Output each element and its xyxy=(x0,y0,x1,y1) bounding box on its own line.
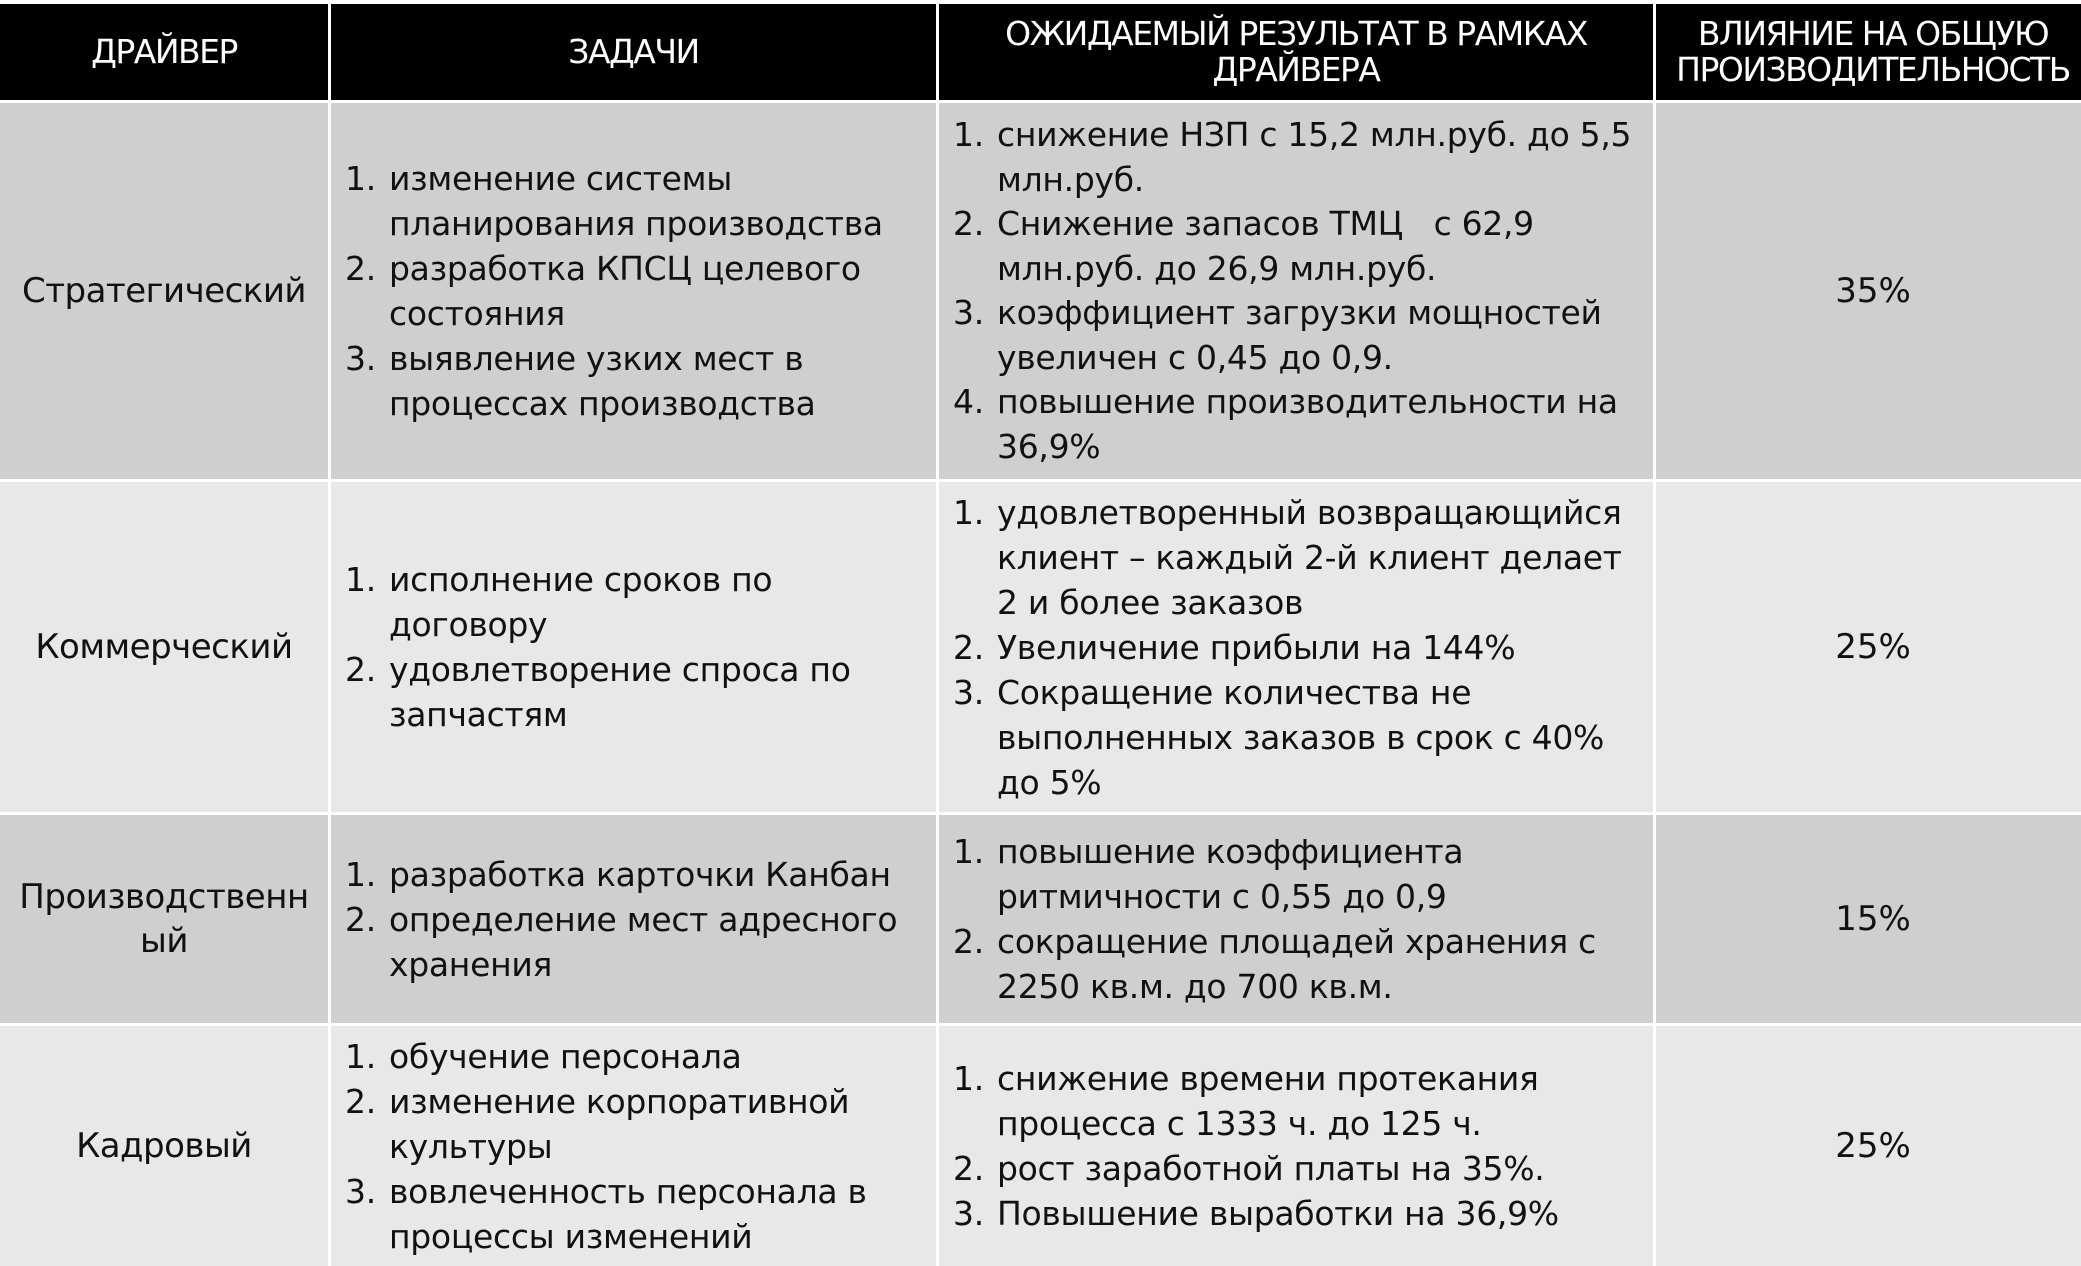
results-list xyxy=(953,829,1643,1009)
header-driver xyxy=(0,4,328,100)
list-item: 3. вовлеченность персонала в процессы изменений xyxy=(345,1171,867,1256)
row-driver-production xyxy=(0,815,328,1023)
list-item: 1. снижение НЗП с 15,2 млн.руб. до 5,5 млн.руб. xyxy=(953,115,1632,199)
header-tasks xyxy=(331,4,936,100)
driver-label: Кадровый xyxy=(76,1126,252,1166)
list-item: 1. удовлетворенный возвращающийся клиент – каждый 2-й клиент делает 2 и более заказов xyxy=(953,492,1622,622)
list-item: 1. разработка карточки Канбан xyxy=(345,854,891,894)
impact-value: 25% xyxy=(1835,627,1911,667)
header-impact-label: ВЛИЯНИЕ НА ОБЩУЮ ПРОИЗВОДИТЕЛЬНОСТЬ xyxy=(1676,14,2070,89)
row-results-strategic xyxy=(939,103,1653,479)
header-result xyxy=(939,4,1653,100)
row-driver-strategic xyxy=(0,103,328,479)
list-item: 3. коэффициент загрузки мощностей увеличен с 0,45 до 0,9. xyxy=(953,293,1602,377)
list-item: 1. изменение системы планирования производства xyxy=(345,159,883,243)
drivers-table xyxy=(0,4,2081,1266)
row-impact-production xyxy=(1656,815,2081,1023)
list-item: 2. разработка КПСЦ целевого состояния xyxy=(345,249,861,333)
driver-label: Коммерческий xyxy=(35,627,293,667)
tasks-list xyxy=(345,156,926,426)
header-result-label: ОЖИДАЕМЫЙ РЕЗУЛЬТАТ В РАМКАХ ДРАЙВЕРА xyxy=(1005,14,1587,89)
list-item: 1. повышение коэффициента ритмичности с 0,55 до 0,9 xyxy=(953,832,1464,916)
list-item: 2. определение мест адресного хранения xyxy=(345,899,898,984)
list-item: 3. Повышение выработки на 36,9% xyxy=(953,1194,1559,1233)
row-tasks-commercial xyxy=(331,482,936,812)
list-item: 2. Увеличение прибыли на 144% xyxy=(953,627,1516,667)
row-impact-commercial xyxy=(1656,482,2081,812)
row-tasks-production xyxy=(331,815,936,1023)
header-driver-label: ДРАЙВЕР xyxy=(91,32,237,71)
results-list xyxy=(953,1056,1643,1236)
impact-value: 35% xyxy=(1835,271,1911,311)
row-impact-strategic xyxy=(1656,103,2081,479)
header-impact xyxy=(1656,4,2081,100)
driver-label: Производственный xyxy=(19,877,309,961)
list-item: 1. обучение персонала xyxy=(345,1036,742,1076)
row-driver-hr xyxy=(0,1026,328,1266)
row-tasks-strategic xyxy=(331,103,936,479)
tasks-list xyxy=(345,1034,926,1259)
row-tasks-hr xyxy=(331,1026,936,1266)
list-item: 2. сокращение площадей хранения с 2250 кв.м. до 700 кв.м. xyxy=(953,922,1596,1006)
list-item: 4. повышение производительности на 36,9% xyxy=(953,382,1618,466)
driver-label: Стратегический xyxy=(21,271,307,311)
list-item: 3. Сокращение количества не выполненных заказов в срок с 40% до 5% xyxy=(953,672,1605,802)
tasks-list xyxy=(345,852,926,987)
row-results-production xyxy=(939,815,1653,1023)
header-tasks-label: ЗАДАЧИ xyxy=(568,32,699,71)
list-item: 1. исполнение сроков по договору xyxy=(345,560,773,644)
impact-value: 15% xyxy=(1835,899,1911,939)
results-list xyxy=(953,113,1643,469)
list-item: 2. Снижение запасов ТМЦ с 62,9 млн.руб. до 26,9 млн.руб. xyxy=(953,204,1545,288)
list-item: 1. снижение времени протекания процесса с 1333 ч. до 125 ч. xyxy=(953,1059,1539,1143)
list-item: 3. выявление узких мест в процессах производства xyxy=(345,339,816,423)
row-impact-hr xyxy=(1656,1026,2081,1266)
list-item: 2. рост заработной платы на 35%. xyxy=(953,1149,1545,1188)
impact-value: 25% xyxy=(1835,1126,1911,1166)
row-results-hr xyxy=(939,1026,1653,1266)
tasks-list xyxy=(345,557,926,737)
results-list xyxy=(953,490,1643,805)
list-item: 2. изменение корпоративной культуры xyxy=(345,1081,850,1166)
row-results-commercial xyxy=(939,482,1653,812)
row-driver-commercial xyxy=(0,482,328,812)
list-item: 2. удовлетворение спроса по запчастям xyxy=(345,650,851,734)
